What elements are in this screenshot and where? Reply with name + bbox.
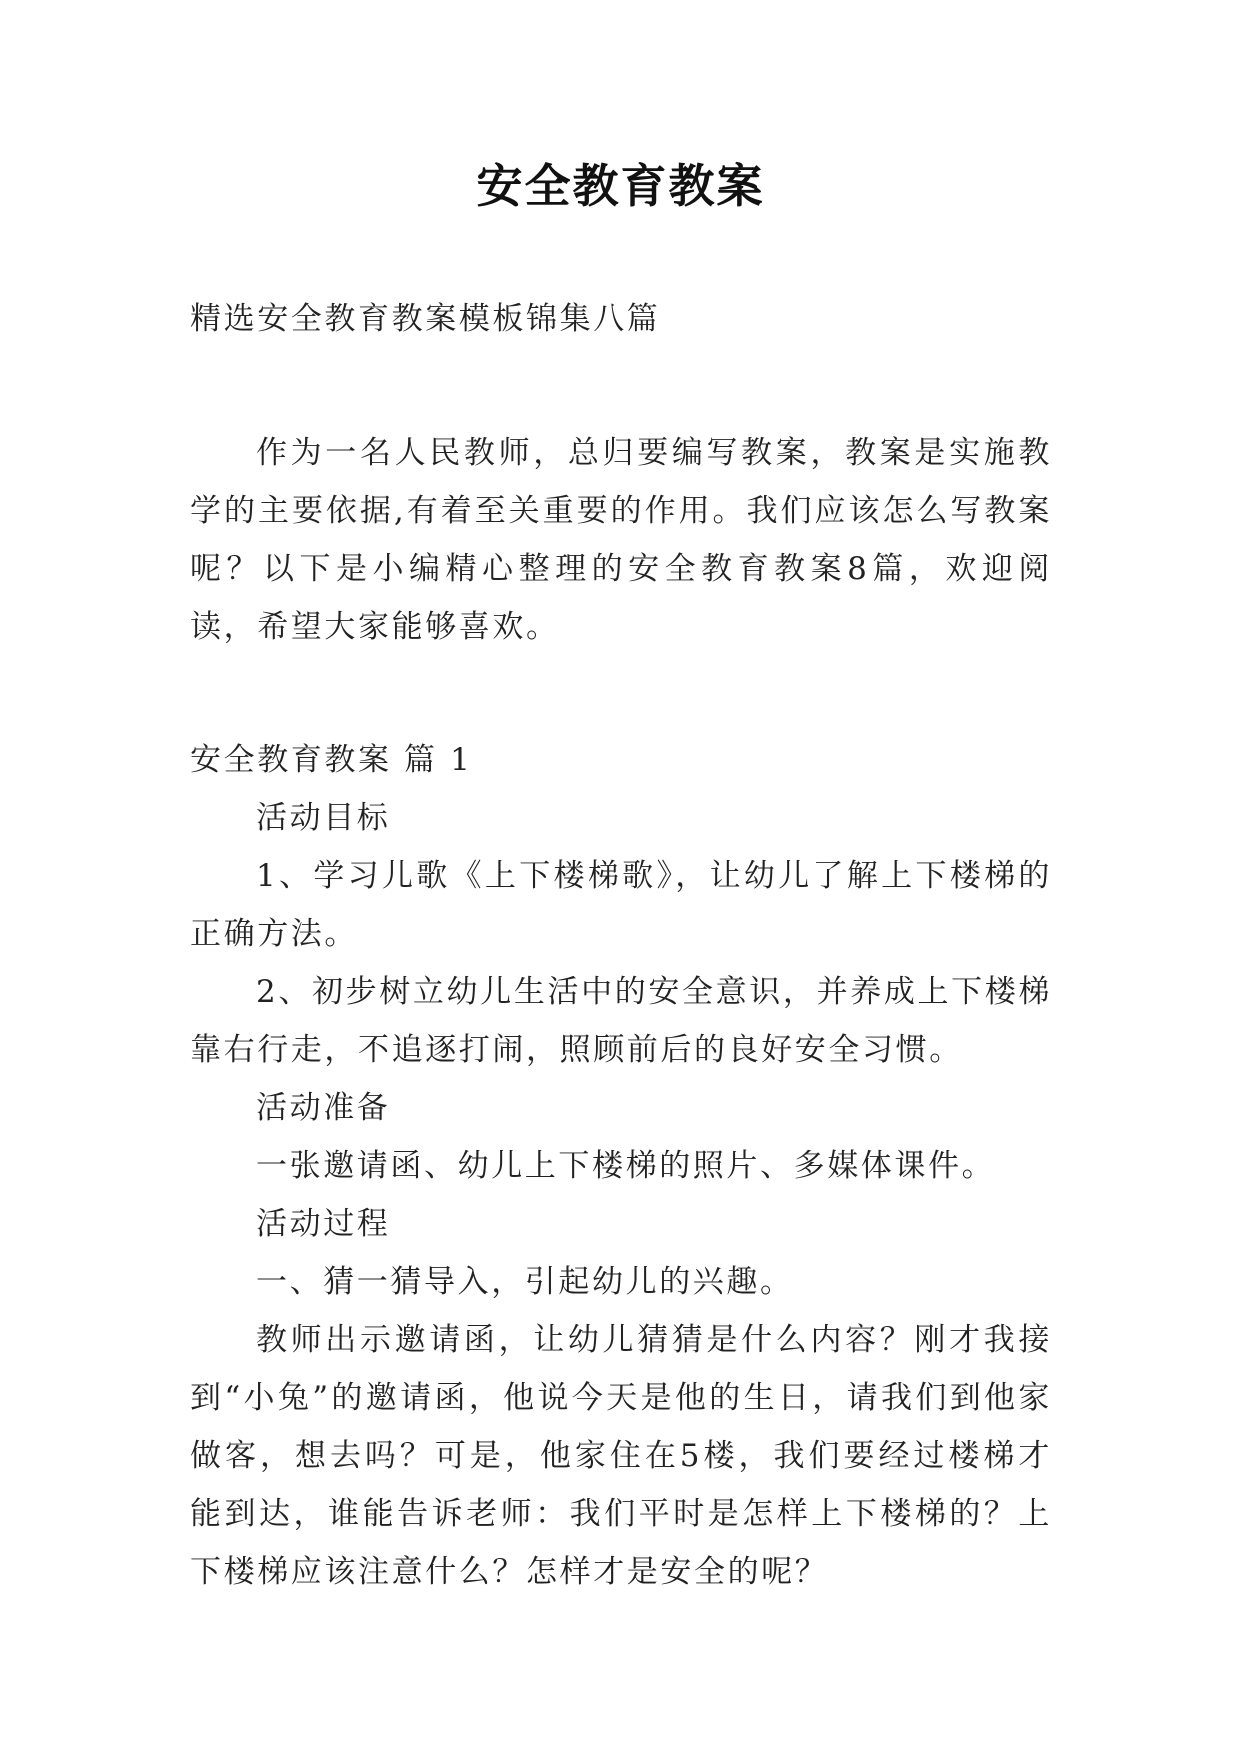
- prep-text: 一张邀请函、幼儿上下楼梯的照片、多媒体课件。: [256, 1148, 996, 1184]
- intro-paragraph: 作为一名人民教师，总归要编写教案，教案是实施教学的主要依据,有着至关重要的作用。我们应该怎么写教案呢？以下是小编精心整理的安全教育教案8篇，欢迎阅读，希望大家能够喜欢。: [190, 435, 1052, 645]
- document-title: 安全教育教案: [476, 159, 765, 213]
- section-heading: 安全教育教案 篇 1: [190, 742, 473, 778]
- document-body: [190, 290, 1052, 1601]
- document-subtitle: 精选安全教育教案模板锦集八篇: [190, 301, 661, 337]
- process-step-1-text: 教师出示邀请函，让幼儿猜猜是什么内容？刚才我接到“小兔”的邀请函，他说今天是他的生日，请我们到他家做客，想去吗？可是，他家住在5楼，我们要经过楼梯才能到达，谁能告诉老师：我们平时是怎样上下楼梯的？上下楼梯应该注意什么？怎样才是安全的呢？: [190, 1322, 1052, 1590]
- goal-label: 活动目标: [256, 800, 391, 836]
- goal-item-2: 2、初步树立幼儿生活中的安全意识，并养成上下楼梯靠右行走，不追逐打闹，照顾前后的良好安全习惯。: [190, 974, 1052, 1068]
- process-step-1: 一、猜一猜导入，引起幼儿的兴趣。: [256, 1264, 794, 1300]
- prep-label: 活动准备: [256, 1090, 391, 1126]
- process-label: 活动过程: [256, 1206, 391, 1242]
- goal-item-1: 1、学习儿歌《上下楼梯歌》，让幼儿了解上下楼梯的正确方法。: [190, 858, 1052, 952]
